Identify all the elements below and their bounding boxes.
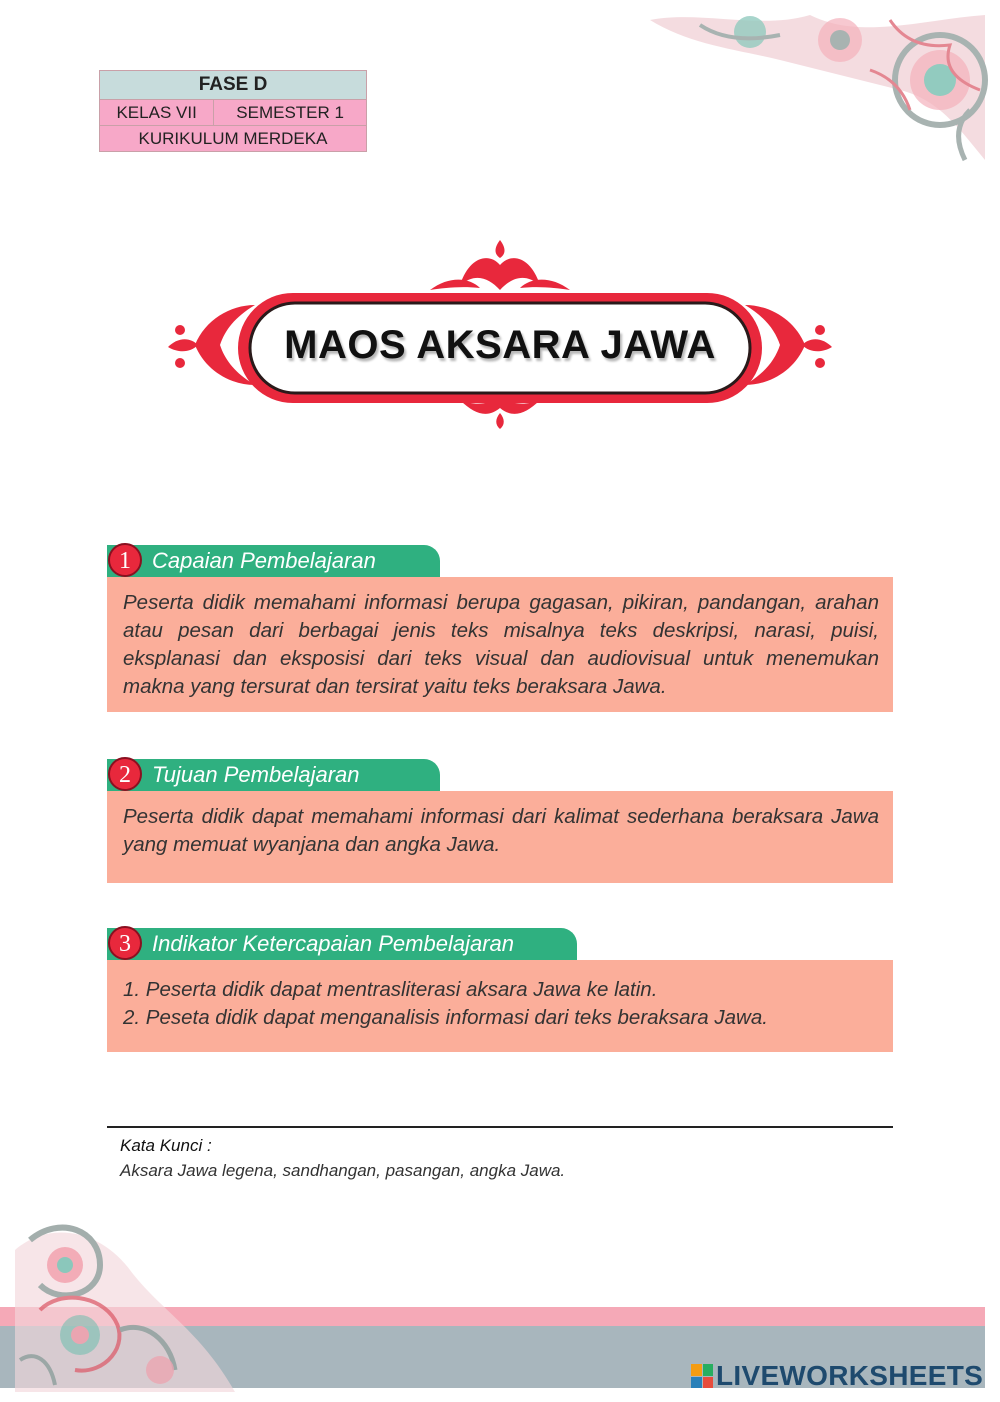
section-1-header — [107, 545, 440, 577]
live-box-icon — [691, 1364, 713, 1388]
kurikulum-label: KURIKULUM MERDEKA — [100, 126, 367, 152]
section-3-body — [107, 960, 893, 1052]
section-3-heading: Indikator Ketercapaian Pembelajaran — [107, 928, 577, 960]
keywords-text: Aksara Jawa legena, sandhangan, pasangan, angka Jawa. — [120, 1161, 566, 1180]
title-plaque — [160, 235, 840, 435]
mandala-ornament-icon — [640, 10, 990, 170]
liveworksheets-logo — [691, 1362, 983, 1390]
page-title: MAOS AKSARA JAWA — [284, 323, 716, 367]
section-1-heading: Capaian Pembelajaran — [107, 545, 440, 577]
section-2-number: 2 — [108, 757, 142, 791]
section-3-number: 3 — [108, 926, 142, 960]
paisley-ornament-icon — [10, 1210, 240, 1392]
indicator-item-1: 1. Peserta didik dapat mentrasliterasi aksara Jawa ke latin. — [123, 978, 658, 1001]
section-1-body: Peserta didik memahami informasi berupa gagasan, pikiran, pandangan, arahan atau pesan dari berbagai jenis teks misalnya teks deskripsi, narasi, puisi, eksplanasi dan eksposisi dari teks visual dan audiovisual untuk menemukan makna yang tersurat dan tersirat yaitu teks beraksara Jawa. — [107, 577, 893, 712]
section-2-header — [107, 759, 440, 791]
semester-label: SEMESTER 1 — [214, 100, 367, 126]
course-info-table — [99, 70, 367, 152]
section-2-body: Peserta didik dapat memahami informasi dari kalimat sederhana beraksara Jawa yang memuat wyanjana dan angka Jawa. — [107, 791, 893, 883]
section-2-heading: Tujuan Pembelajaran — [107, 759, 440, 791]
divider — [107, 1126, 893, 1128]
section-3-header — [107, 928, 577, 960]
indicator-item-2: 2. Peseta didik dapat menganalisis informasi dari teks beraksara Jawa. — [123, 1006, 768, 1029]
kelas-label: KELAS VII — [100, 100, 214, 126]
fase-label: FASE D — [100, 71, 367, 100]
section-1-number: 1 — [108, 543, 142, 577]
brand-name: LIVEWORKSHEETS — [716, 1360, 984, 1391]
keywords-label: Kata Kunci : — [120, 1136, 212, 1155]
